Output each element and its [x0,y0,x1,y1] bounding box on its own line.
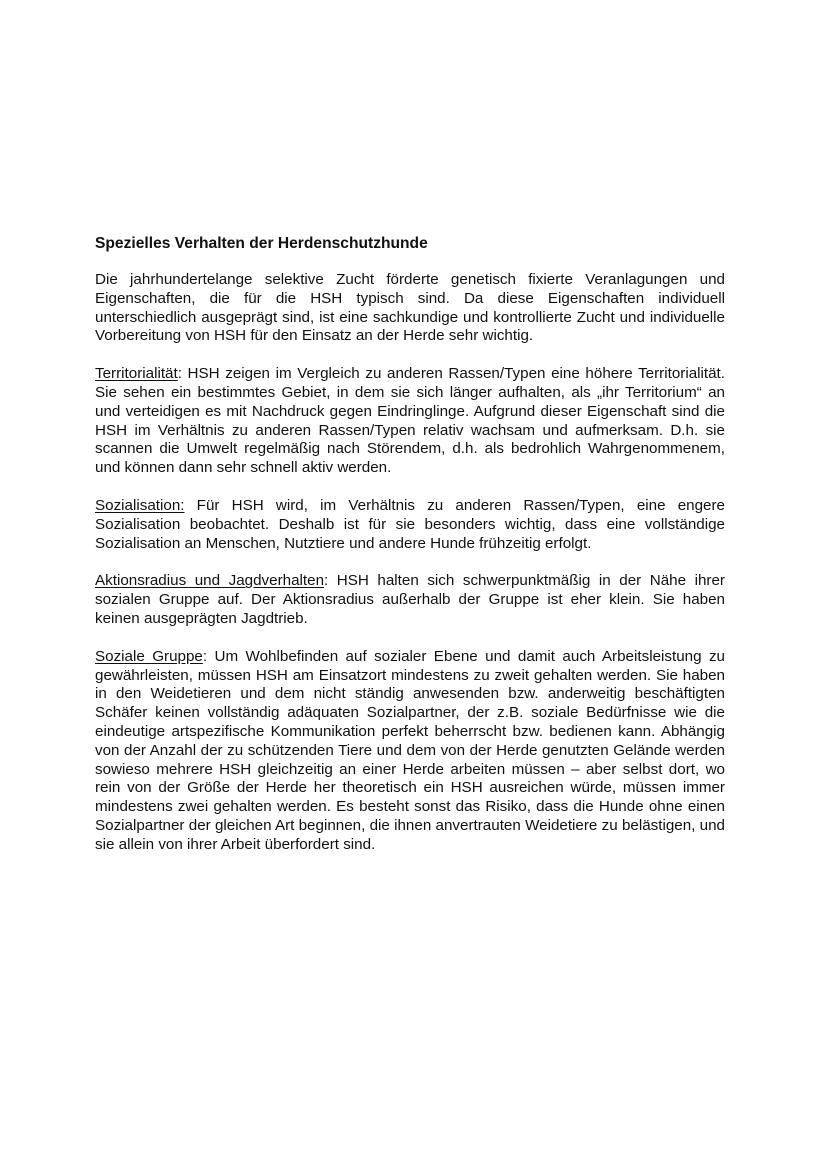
section-text-aktionsradius: : HSH halten sich schwerpunktmäßig in der Nähe ihrer sozialen Gruppe auf. Der Aktionsradius außerhalb der Gruppe ist eher klein. Sie haben keinen ausgeprägten Jagdtrieb. [95,572,725,627]
document-body [95,234,725,874]
section-heading-sozialisation: Sozialisation: [95,496,185,514]
section-territorialitaet [95,365,725,478]
section-text-soziale-gruppe: : Um Wohlbefinden auf sozialer Ebene und damit auch Arbeitsleistung zu gewährleisten, müssen HSH am Einsatzort mindestens zu zweit gehalten werden. Sie haben in den Weidetieren und dem nicht ständig anwesenden bzw. anderweitig beschäftigten Schäfer keinen vollständig adäquaten Sozialpartner, der z.B. soziale Bedürfnisse wie die eindeutige artspezifische Kommunikation perfekt beherrscht bzw. bedienen kann. Abhängig von der Anzahl der zu schützenden Tiere und dem von der Herde genutzten Gelände werden sowieso mehrere HSH gleichzeitig an einer Herde arbeiten müssen – aber selbst dort, wo rein von der Größe der Herde her theoretisch ein HSH ausreichen würde, müssen immer mindestens zwei gehalten werden. Es besteht sonst das Risiko, dass die Hunde ohne einen Sozialpartner der gleichen Art beginnen, die ihnen anvertrauten Weidetiere zu belästigen, und sie allein von ihrer Arbeit überfordert sind. [95,647,725,853]
section-heading-aktionsradius: Aktionsradius und Jagdverhalten [95,572,325,590]
section-heading-soziale-gruppe: Soziale Gruppe [95,647,203,665]
intro-paragraph: Die jahrhundertelange selektive Zucht förderte genetisch fixierte Veranlagungen und Eigenschaften, die für die HSH typisch sind. Da diese Eigenschaften individuell unterschiedlich ausgeprägt sind, ist eine sachkundige und kontrollierte Zucht und individuelle Vorbereitung von HSH für den Einsatz an der Herde sehr wichtig. [95,271,725,345]
document-title: Spezielles Verhalten der Herdenschutzhunde [95,235,428,252]
section-sozialisation [95,497,725,553]
section-text-territorialitaet: : HSH zeigen im Vergleich zu anderen Rassen/Typen eine höhere Territorialität. Sie sehen ein bestimmtes Gebiet, in dem sie sich länger aufhalten, als „ihr Territorium“ an und verteidigen es mit Nachdruck gegen Eindringlinge. Aufgrund dieser Eigenschaft sind die HSH im Verhältnis zu anderen Rassen/Typen relativ wachsam und aufmerksam. D.h. sie scannen die Umwelt regelmäßig nach Störendem, d.h. als bedrohlich Wahrgenommenem, und können dann sehr schnell aktiv werden. [95,365,725,477]
section-aktionsradius [95,572,725,628]
section-soziale-gruppe [95,648,725,855]
section-heading-territorialitaet: Territorialität [95,365,178,383]
section-text-sozialisation: Für HSH wird, im Verhältnis zu anderen Rassen/Typen, eine engere Sozialisation beobachtet. Deshalb ist für sie besonders wichtig, dass eine vollständige Sozialisation an Menschen, Nutztiere und andere Hunde frühzeitig erfolgt. [95,496,725,552]
